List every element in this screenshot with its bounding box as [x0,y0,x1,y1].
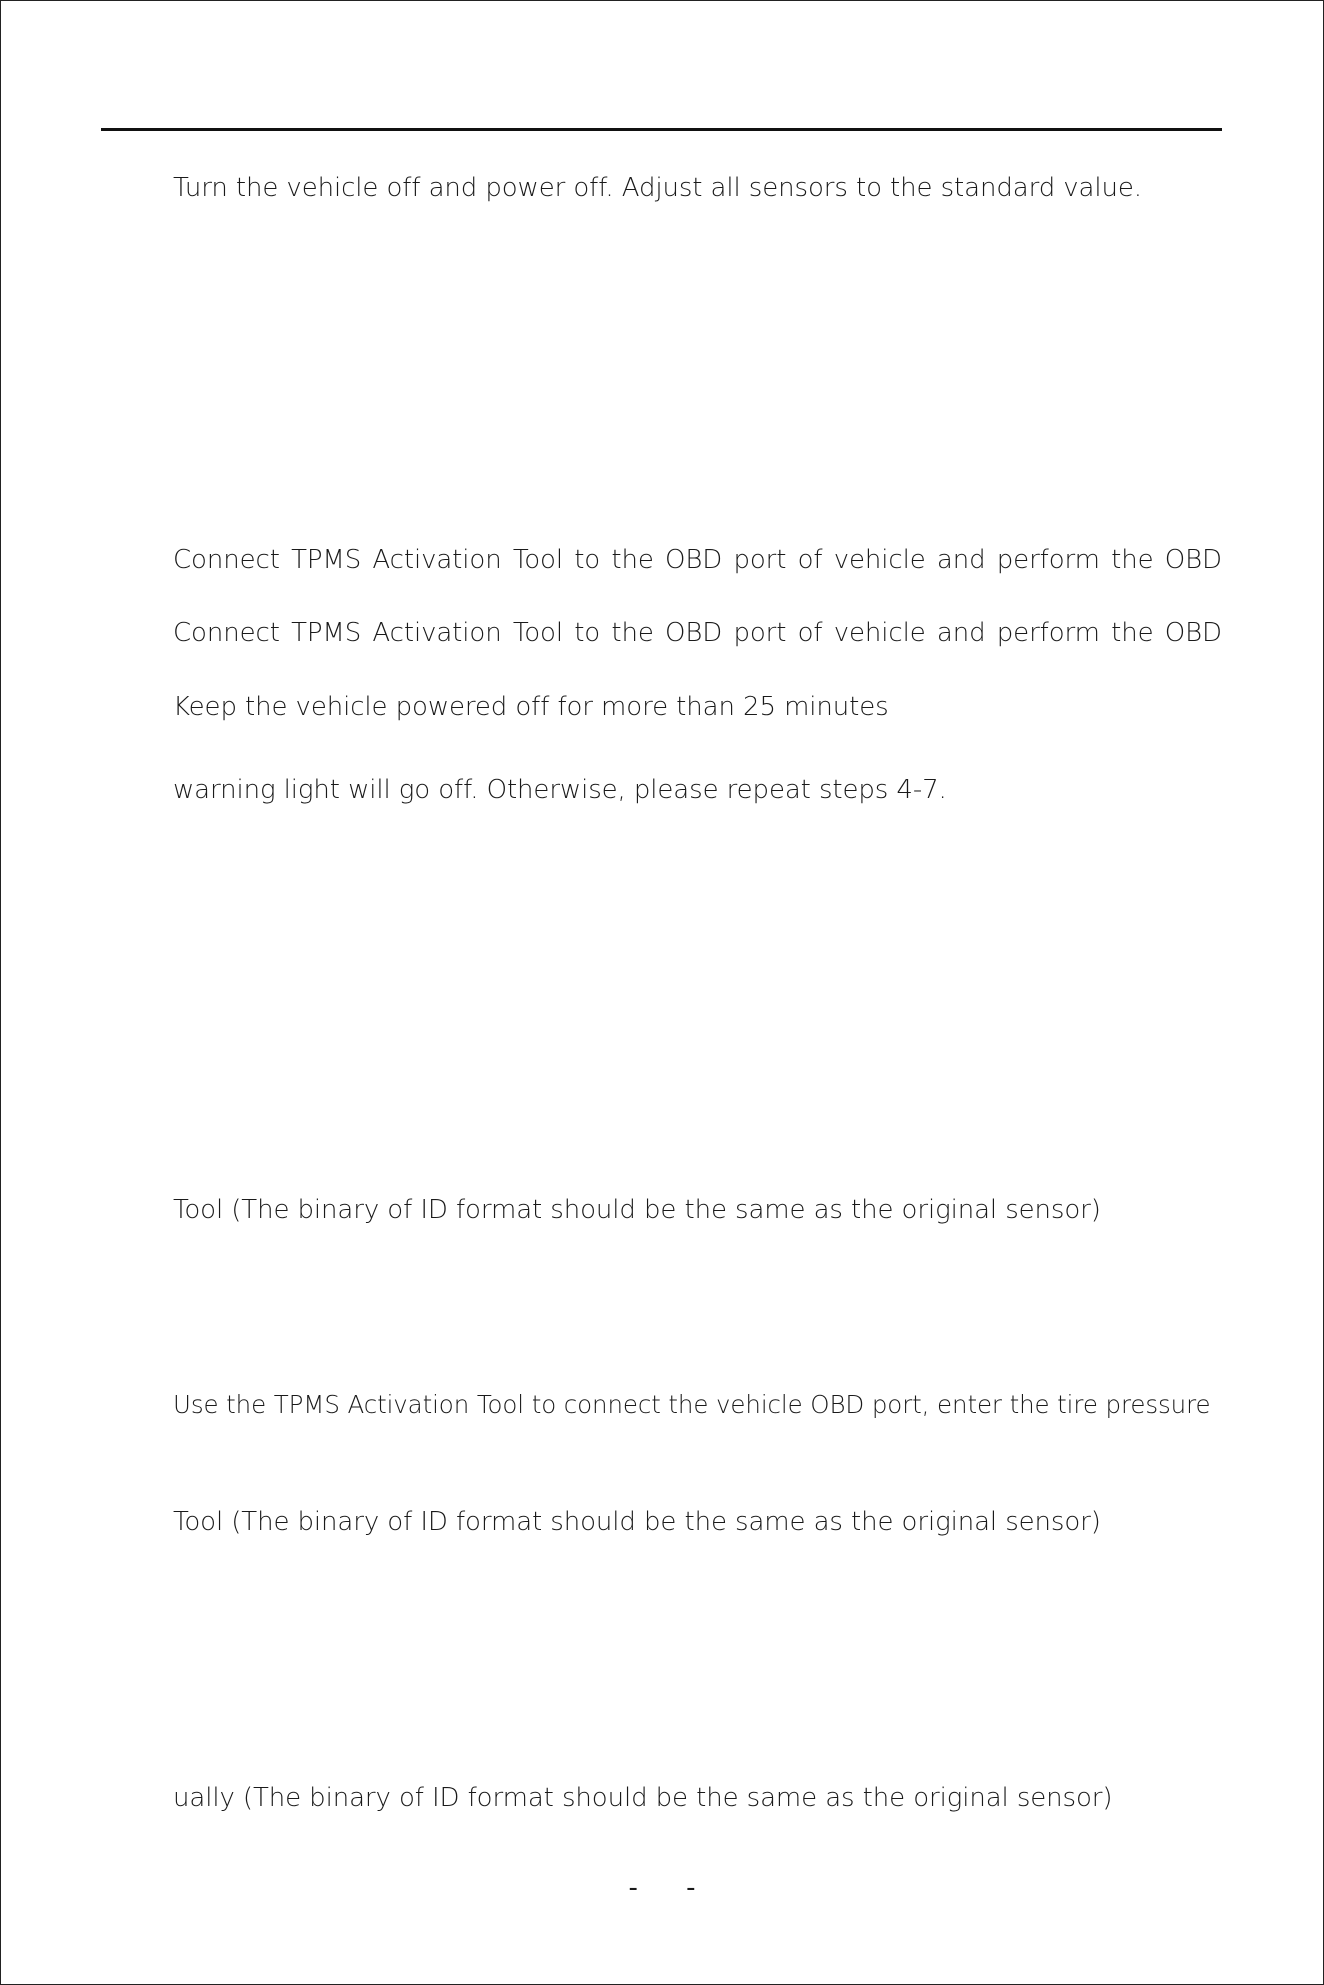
word: Activation [372,545,502,575]
word: TPMS [291,545,362,575]
text-line-8: Tool (The binary of ID format should be the same as the original sensor) [173,1507,1101,1537]
word: perform [996,545,1100,575]
word: port [733,545,787,575]
word: OBD [1164,618,1222,648]
text-line-3 [173,616,1222,650]
word: of [797,545,823,575]
word: and [936,545,986,575]
word: Connect [173,618,280,648]
header-rule [101,128,1222,131]
word: Activation [372,618,502,648]
word: Tool [512,618,563,648]
word: port [733,618,787,648]
word: the [1111,545,1154,575]
text-line-5: warning light will go off. Otherwise, please repeat steps 4-7. [173,775,947,805]
word: OBD [1164,545,1222,575]
word: and [936,618,986,648]
word: to [574,545,601,575]
word: vehicle [833,545,926,575]
word: to [574,618,601,648]
word: perform [996,618,1100,648]
word: of [797,618,823,648]
word: vehicle [833,618,926,648]
word: the [611,545,654,575]
word: OBD [664,545,723,575]
word: OBD [664,618,723,648]
text-line-6: Tool (The binary of ID format should be the same as the original sensor) [173,1195,1101,1225]
word: Connect [173,545,280,575]
page-number: - - [628,1873,696,1903]
text-line-9: ually (The binary of ID format should be the same as the original sensor) [173,1783,1113,1813]
text-line-4: Keep the vehicle powered off for more than 25 minutes [173,692,889,722]
word: TPMS [291,618,362,648]
word: Tool [512,545,563,575]
text-line-7: Use the TPMS Activation Tool to connect the vehicle OBD port, enter the tire pressure [173,1390,1211,1419]
word: the [611,618,654,648]
text-line-1: Turn the vehicle off and power off. Adjust all sensors to the standard value. [173,173,1142,203]
word: the [1111,618,1154,648]
text-line-2 [173,543,1222,577]
